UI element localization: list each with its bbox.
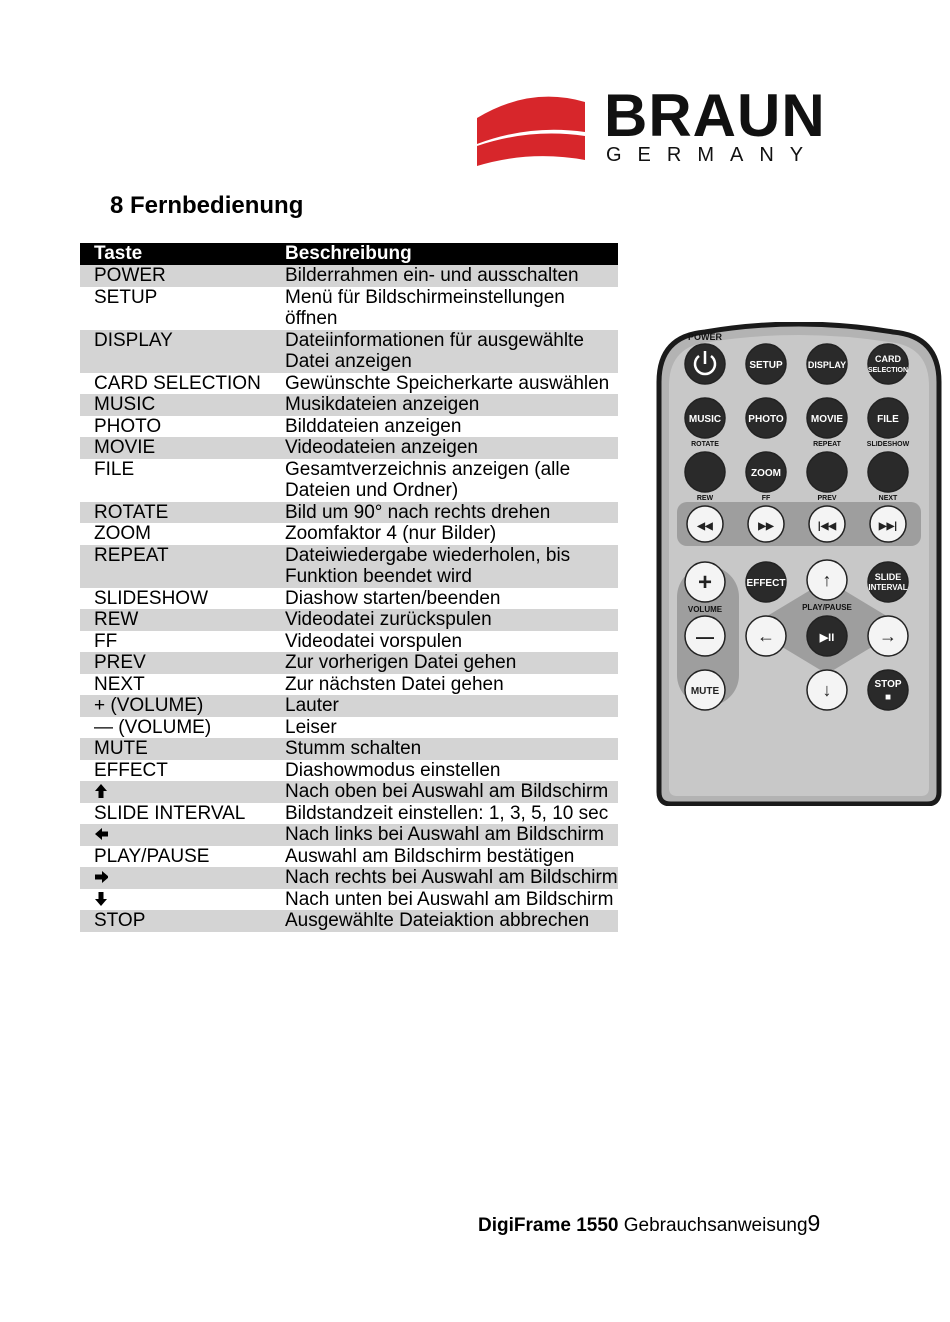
desc-cell: Videodatei zurückspulen [285,609,618,631]
key-cell: STOP [80,910,285,932]
table-row [80,416,618,438]
remote-control-image [655,322,943,806]
plus-icon: + [697,569,713,596]
remote-prev-label: PREV [817,495,837,502]
remote-card-button [868,344,908,384]
table-row [80,717,618,739]
desc-cell: Nach rechts bei Auswahl am Bildschirm [285,867,618,888]
remote-stop-button [868,670,908,710]
arrow-right-icon [94,869,108,885]
page-number: 9 [807,1210,821,1236]
remote-rotate-label: ROTATE [691,441,719,448]
key-cell: — (VOLUME) [94,716,212,738]
table-row [80,459,618,502]
table-row [80,287,618,330]
remote-movie-label: MOVIE [810,414,844,425]
key-cell [80,867,285,889]
remote-effect-label: EFFECT [746,578,786,589]
footer-product: DigiFrame 1550 [478,1215,619,1236]
remote-selection-label: SELECTION [867,367,909,374]
key-cell: POWER [80,265,285,287]
table-row [80,695,618,717]
remote-display-label: DISPLAY [807,360,847,370]
desc-cell: Nach oben bei Auswahl am Bildschirm [285,781,618,803]
key-cell: NEXT [94,673,145,695]
brand-subtitle: GERMANY [606,144,820,166]
key-cell: ZOOM [94,523,151,544]
remote-stop-label: STOP [874,679,902,690]
table-row [80,373,618,395]
remote-mute-label: MUTE [690,686,720,697]
table-row [80,631,618,653]
remote-setup-label: SETUP [749,360,783,371]
table-row [80,330,618,373]
remote-ff-icon: ▶▶ [758,521,774,532]
key-cell: ROTATE [80,502,285,524]
table-row [80,437,618,459]
desc-cell: Zur nächsten Datei gehen [285,673,504,695]
braun-logo [474,82,844,166]
remote-repeat-button [807,452,847,492]
key-cell: SLIDE INTERVAL [94,802,246,824]
remote-file-label: FILE [877,414,899,425]
play-pause-icon: ▶II [819,632,835,644]
desc-cell: Bilddateien anzeigen [285,415,462,437]
desc-cell: Zoomfaktor 4 (nur Bilder) [285,523,497,544]
arrow-up-icon: ↑ [822,570,832,590]
key-cell [80,889,285,911]
key-cell: PREV [80,652,285,674]
table-body [80,265,618,932]
key-cell: CARD SELECTION [94,372,261,394]
key-cell [80,824,285,846]
table-row [80,523,618,545]
remote-prev-icon: |◀◀ [817,521,837,532]
remote-rew-label: REW [696,495,714,502]
key-cell: FILE [94,458,135,480]
arrow-left-icon [94,826,108,842]
table-row [80,545,618,588]
table-row [80,265,618,287]
table-row [80,609,618,631]
table-row [80,760,618,782]
logo-arc-icon [474,88,594,168]
desc-cell: Zur vorherigen Datei gehen [285,652,618,674]
table-row [80,674,618,696]
table-row [80,824,618,846]
remote-slideshow-label: SLIDESHOW [866,441,910,448]
section-title: 8 Fernbedienung [110,192,304,219]
remote-keys-table [80,243,618,932]
table-row [80,588,618,610]
desc-cell: Leiser [285,716,337,738]
table-row [80,803,618,825]
remote-power-label: POWER [687,332,723,342]
key-cell: MUSIC [80,394,285,416]
desc-cell: Stumm schalten [285,738,618,760]
page-footer [478,1210,820,1237]
arrow-up-icon [94,783,108,799]
remote-next-label: NEXT [878,495,898,502]
key-cell: DISPLAY [80,330,285,373]
desc-cell: Ausgewählte Dateiaktion abbrechen [285,910,618,932]
arrow-down-icon: ↓ [822,680,832,700]
table-header-row [80,243,618,265]
remote-volume-label: VOLUME [687,605,723,614]
remote-rew-icon: ◀◀ [697,521,713,532]
key-cell: REW [80,609,285,631]
key-cell [80,781,285,803]
desc-cell: Dateiinformationen für ausgewählte Datei anzeigen [285,330,618,373]
header-desc: Beschreibung [285,243,618,265]
remote-playpause-label: PLAY/PAUSE [802,603,852,612]
desc-cell: Gewünschte Speicherkarte auswählen [285,372,610,394]
remote-photo-label: PHOTO [748,414,784,425]
arrow-left-icon: ← [757,626,775,646]
remote-slideshow-button [868,452,908,492]
table-row [80,652,618,674]
key-cell: PLAY/PAUSE [94,845,210,867]
desc-cell: Nach links bei Auswahl am Bildschirm [285,824,618,846]
desc-cell: Musikdateien anzeigen [285,394,618,416]
arrow-right-icon: → [879,626,897,646]
key-cell: MOVIE [80,437,285,459]
key-cell: PHOTO [94,415,162,437]
remote-card-label: CARD [875,354,901,364]
desc-cell: Bildstandzeit einstellen: 1, 3, 5, 10 sec [285,802,609,824]
desc-cell: Diashow starten/beenden [285,587,501,609]
key-cell: + (VOLUME) [80,695,285,717]
remote-music-label: MUSIC [688,414,722,425]
header-key: Taste [80,243,285,265]
desc-cell: Videodatei vorspulen [285,630,463,652]
table-row [80,867,618,889]
remote-interval-label: INTERVAL [868,583,908,592]
key-cell: REPEAT [80,545,285,588]
arrow-down-icon [94,891,108,907]
footer-doc: Gebrauchsanweisung [623,1215,808,1236]
desc-cell: Menü für Bildschirmeinstellungen öffnen [285,286,565,329]
brand-name: BRAUN [604,82,826,149]
remote-next-icon: ▶▶| [878,521,898,532]
remote-zoom-label: ZOOM [751,468,781,479]
key-cell: FF [94,630,118,652]
remote-slide-interval-button [868,562,908,602]
key-cell: SETUP [94,286,158,308]
table-row [80,738,618,760]
table-row [80,502,618,524]
desc-cell: Bilderrahmen ein- und ausschalten [285,265,618,287]
desc-cell: Videodateien anzeigen [285,437,618,459]
table-row [80,889,618,911]
remote-slide-label: SLIDE [874,572,902,582]
desc-cell: Bild um 90° nach rechts drehen [285,502,618,524]
stop-icon: ■ [884,692,892,703]
desc-cell: Diashowmodus einstellen [285,759,501,781]
desc-cell: Dateiwiedergabe wiederholen, bis Funktion beendet wird [285,545,618,588]
key-cell: SLIDESHOW [94,587,209,609]
desc-cell: Auswahl am Bildschirm bestätigen [285,845,575,867]
desc-cell: Gesamtverzeichnis anzeigen (alle Dateien und Ordner) [285,458,571,501]
desc-cell: Nach unten bei Auswahl am Bildschirm [285,888,614,910]
table-row [80,846,618,868]
key-cell: MUTE [80,738,285,760]
table-row [80,910,618,932]
remote-rotate-button [685,452,725,492]
minus-icon: — [696,627,714,647]
table-row [80,781,618,803]
remote-ff-label: FF [761,495,771,502]
table-row [80,394,618,416]
remote-repeat-label: REPEAT [813,441,841,448]
desc-cell: Lauter [285,695,618,717]
key-cell: EFFECT [94,759,168,781]
